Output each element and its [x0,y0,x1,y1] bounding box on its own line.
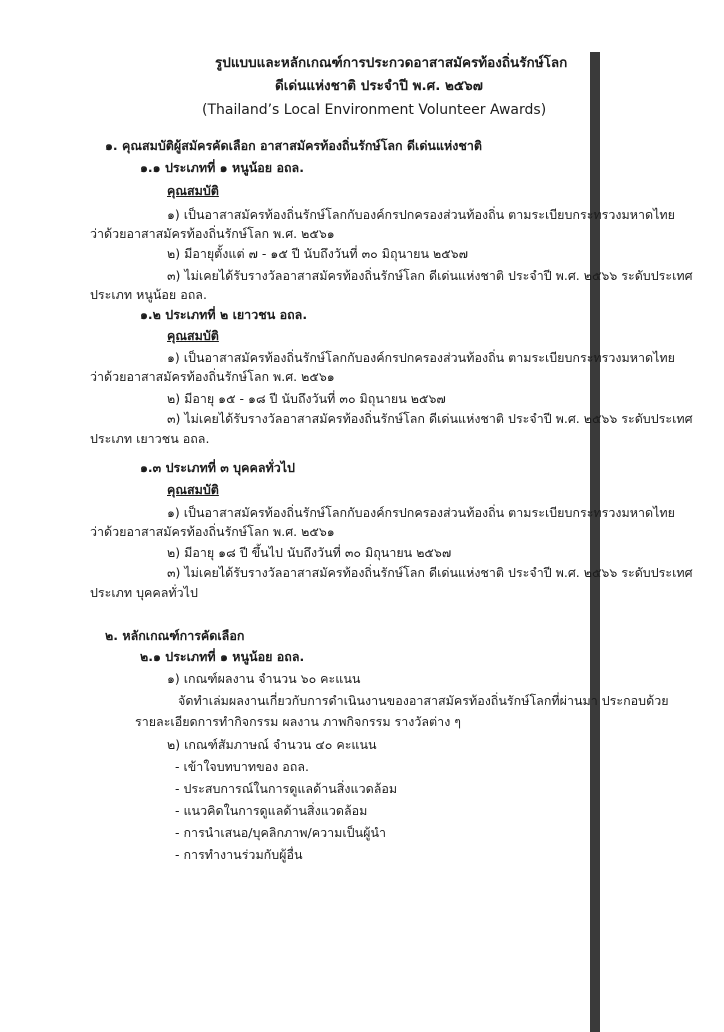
sub2-item3-line2: ประเภท เยาวชน อถล. [90,431,210,446]
sub3-item1-line1: ๑) เป็นอาสาสมัครท้องถิ่นรักษ์โลกกับองค์กรปกครองส่วนท้องถิ่น ตามระเบียบกระทรวงมหาดไทย [167,505,675,520]
crit1-desc-line2: รายละเอียดการทำกิจกรรม ผลงาน ภาพกิจกรรม รางวัลต่าง ๆ [135,714,461,729]
sub21-heading: ๒.๑ ประเภทที่ ๑ หนูน้อย อถล. [140,649,305,664]
sub1-item3-line2: ประเภท หนูน้อย อถล. [90,287,207,302]
sub1-heading: ๑.๑ ประเภทที่ ๑ หนูน้อย อถล. [140,160,304,175]
sub2-item2: ๒) มีอายุ ๑๕ - ๑๘ ปี นับถึงวันที่ ๓๐ มิถุนายน ๒๕๖๗ [167,391,446,406]
sub3-item3-line1: ๓) ไม่เคยได้รับรางวัลอาสาสมัครท้องถิ่นรักษ์โลก ดีเด่นแห่งชาติ ประจำปี พ.ศ. ๒๕๖๖ ระดับประเทศ [167,565,693,580]
sub1-qual-label: คุณสมบัติ [167,183,219,198]
doc-title-line1: รูปแบบและหลักเกณฑ์การประกวดอาสาสมัครท้องถิ่นรักษ์โลก [215,55,568,71]
section1-heading: ๑. คุณสมบัติผู้สมัครคัดเลือก อาสาสมัครท้องถิ่นรักษ์โลก ดีเด่นแห่งชาติ [105,138,482,153]
sub3-qual-label: คุณสมบัติ [167,482,219,497]
crit2: ๒) เกณฑ์สัมภาษณ์ จำนวน ๔๐ คะแนน [167,737,377,752]
sub1-item2: ๒) มีอายุตั้งแต่ ๗ - ๑๕ ปี นับถึงวันที่ ๓๐ มิถุนายน ๒๕๖๗ [167,246,469,261]
crit1: ๑) เกณฑ์ผลงาน จำนวน ๖๐ คะแนน [167,671,361,686]
interview-bullet: - ประสบการณ์ในการดูแลด้านสิ่งแวดล้อม [175,781,398,796]
sub3-heading: ๑.๓ ประเภทที่ ๓ บุคคลทั่วไป [140,460,295,475]
interview-bullet: - เข้าใจบทบาทของ อถล. [175,759,309,774]
sub3-item2: ๒) มีอายุ ๑๘ ปี ขึ้นไป นับถึงวันที่ ๓๐ มิถุนายน ๒๕๖๗ [167,545,452,560]
sub1-item1-line1: ๑) เป็นอาสาสมัครท้องถิ่นรักษ์โลกกับองค์กรปกครองส่วนท้องถิ่น ตามระเบียบกระทรวงมหาดไทย [167,207,675,222]
sub1-item3-line1: ๓) ไม่เคยได้รับรางวัลอาสาสมัครท้องถิ่นรักษ์โลก ดีเด่นแห่งชาติ ประจำปี พ.ศ. ๒๕๖๖ ระดับประเทศ [167,268,693,283]
sub2-qual-label: คุณสมบัติ [167,328,219,343]
interview-bullet: - แนวคิดในการดูแลด้านสิ่งแวดล้อม [175,803,368,818]
sub1-item1-line2: ว่าด้วยอาสาสมัครท้องถิ่นรักษ์โลก พ.ศ. ๒๕๖๑ [90,226,335,241]
doc-title-line3: (Thailand’s Local Environment Volunteer Awards) [202,102,547,118]
sub3-item1-line2: ว่าด้วยอาสาสมัครท้องถิ่นรักษ์โลก พ.ศ. ๒๕๖๑ [90,524,335,539]
section2-heading: ๒. หลักเกณฑ์การคัดเลือก [105,628,245,643]
sub2-heading: ๑.๒ ประเภทที่ ๒ เยาวชน อถล. [140,307,308,322]
crit1-desc-line1: จัดทำเล่มผลงานเกี่ยวกับการดำเนินงานของอาสาสมัครท้องถิ่นรักษ์โลกที่ผ่านมา ประกอบด้วย [178,693,669,708]
sub2-item1-line2: ว่าด้วยอาสาสมัครท้องถิ่นรักษ์โลก พ.ศ. ๒๕๖๑ [90,369,335,384]
doc-title-line2: ดีเด่นแห่งชาติ ประจำปี พ.ศ. ๒๕๖๗ [275,78,483,94]
sub3-item3-line2: ประเภท บุคคลทั่วไป [90,585,198,600]
sub2-item3-line1: ๓) ไม่เคยได้รับรางวัลอาสาสมัครท้องถิ่นรักษ์โลก ดีเด่นแห่งชาติ ประจำปี พ.ศ. ๒๕๖๖ ระดับประเทศ [167,411,693,426]
sub2-item1-line1: ๑) เป็นอาสาสมัครท้องถิ่นรักษ์โลกกับองค์กรปกครองส่วนท้องถิ่น ตามระเบียบกระทรวงมหาดไทย [167,350,675,365]
interview-bullet: - การทำงานร่วมกับผู้อื่น [175,847,303,862]
interview-bullet: - การนำเสนอ/บุคลิกภาพ/ความเป็นผู้นำ [175,825,387,840]
scan-binding-shadow [590,52,600,1032]
